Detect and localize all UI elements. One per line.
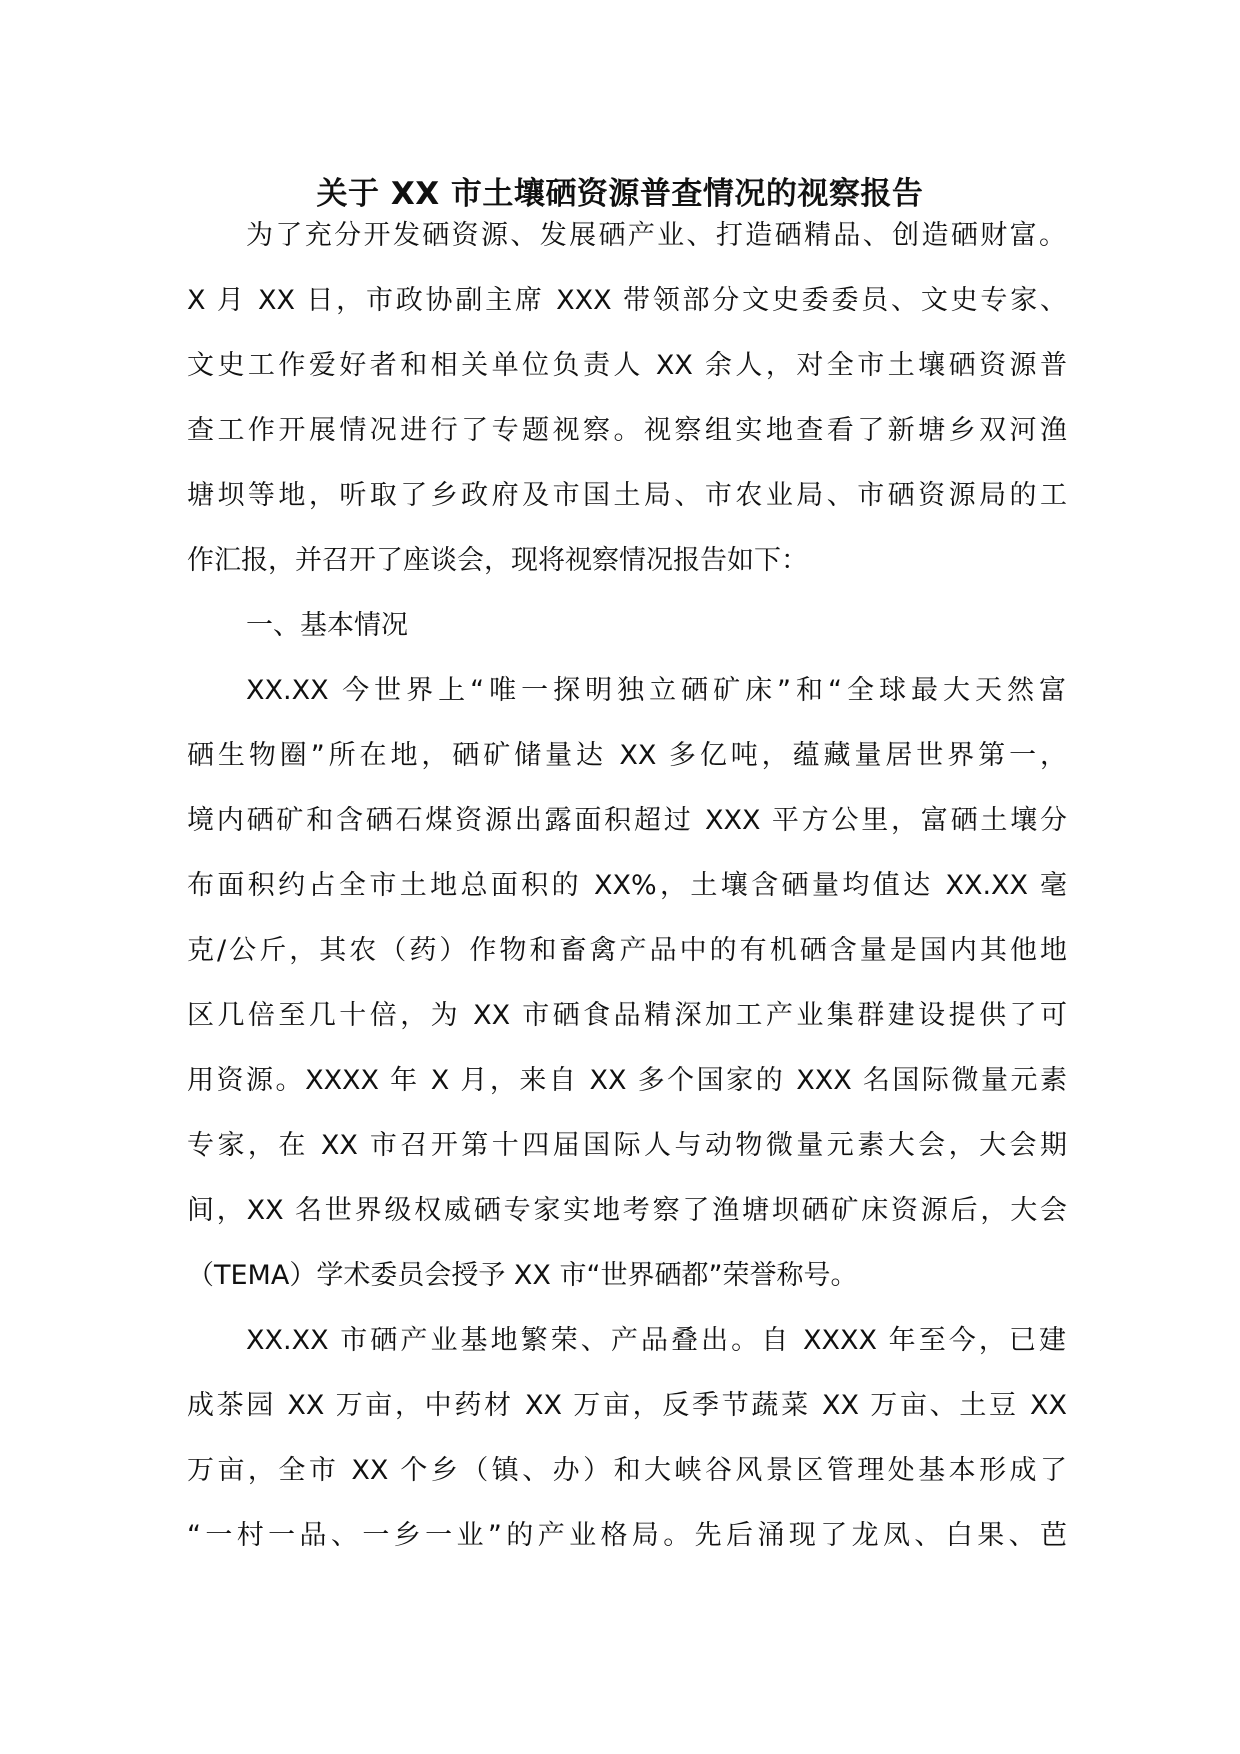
paragraph-line: XX.XX 今世界上“唯一探明独立硒矿床”和“全球最大天然富 [246, 675, 1066, 706]
paragraph-line: （TEMA）学术委员会授予 XX 市“世界硒都”荣誉称号。 [187, 1260, 858, 1291]
paragraph-line: 境内硒矿和含硒石煤资源出露面积超过 XXX 平方公里，富硒土壤分 [187, 805, 1067, 836]
paragraph-line: 查工作开展情况进行了专题视察。视察组实地查看了新塘乡双河渔 [187, 415, 1067, 446]
paragraph-line: 克/公斤，其农（药）作物和畜禽产品中的有机硒含量是国内其他地 [187, 935, 1067, 966]
paragraph-line: X 月 XX 日，市政协副主席 XXX 带领部分文史委委员、文史专家、 [187, 285, 1067, 316]
paragraph-line: 作汇报，并召开了座谈会，现将视察情况报告如下： [187, 545, 808, 576]
paragraph-line: 文史工作爱好者和相关单位负责人 XX 余人，对全市土壤硒资源普 [187, 350, 1067, 381]
paragraph-line: XX.XX 市硒产业基地繁荣、产品叠出。自 XXXX 年至今，已建 [246, 1325, 1066, 1356]
paragraph-line: 为了充分开发硒资源、发展硒产业、打造硒精品、创造硒财富。 [246, 220, 1066, 251]
paragraph-line: 塘坝等地，听取了乡政府及市国土局、市农业局、市硒资源局的工 [187, 480, 1067, 511]
paragraph-line: 用资源。XXXX 年 X 月，来自 XX 多个国家的 XXX 名国际微量元素 [187, 1065, 1067, 1096]
paragraph-line: 专家，在 XX 市召开第十四届国际人与动物微量元素大会，大会期 [187, 1130, 1067, 1161]
paragraph-line: 万亩，全市 XX 个乡（镇、办）和大峡谷风景区管理处基本形成了 [187, 1455, 1067, 1486]
paragraph-line: 成茶园 XX 万亩，中药材 XX 万亩，反季节蔬菜 XX 万亩、土豆 XX [187, 1390, 1067, 1421]
paragraph-line: 区几倍至几十倍，为 XX 市硒食品精深加工产业集群建设提供了可 [187, 1000, 1067, 1031]
paragraph-line: 硒生物圈”所在地，硒矿储量达 XX 多亿吨，蕴藏量居世界第一， [187, 740, 1067, 771]
paragraph-line: “一村一品、一乡一业”的产业格局。先后涌现了龙凤、白果、芭 [187, 1520, 1067, 1551]
paragraph-line: 布面积约占全市土地总面积的 XX%，土壤含硒量均值达 XX.XX 毫 [187, 870, 1067, 901]
section-heading: 一、基本情况 [246, 610, 408, 641]
paragraph-line: 间，XX 名世界级权威硒专家实地考察了渔塘坝硒矿床资源后，大会 [187, 1195, 1067, 1226]
document-title: 关于 XX 市土壤硒资源普查情况的视察报告 [316, 176, 924, 212]
